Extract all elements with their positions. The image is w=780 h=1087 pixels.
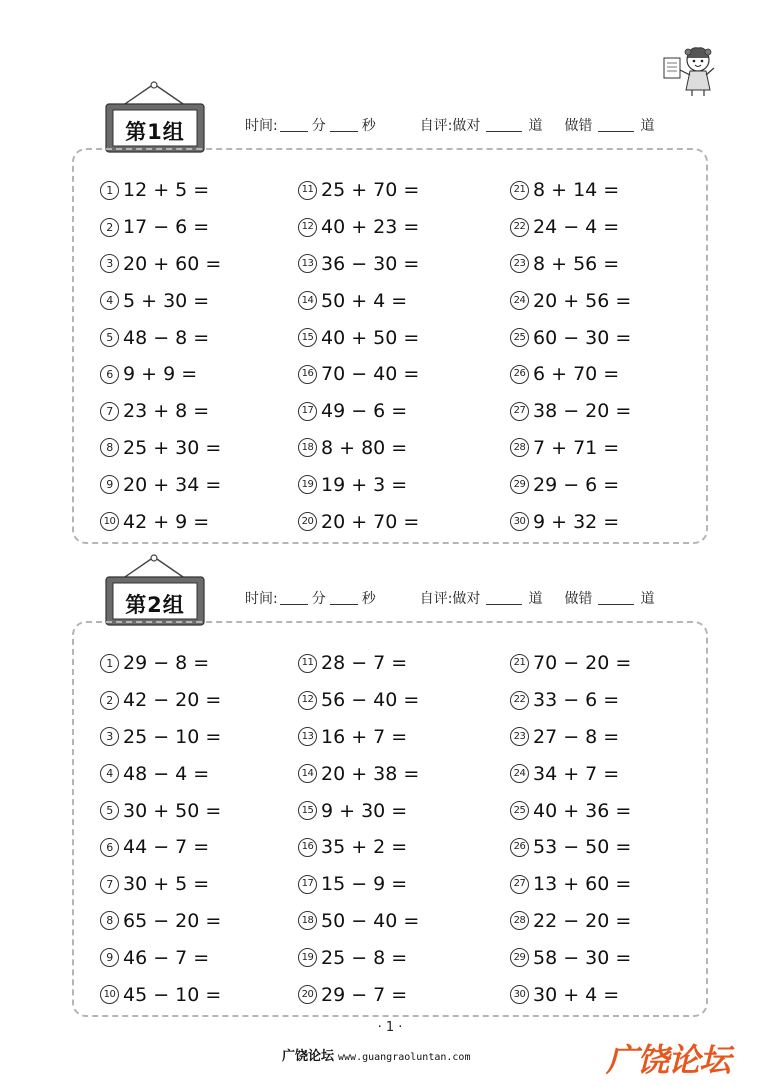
problem-expression: 35 + 2 = xyxy=(321,836,408,859)
problem-expression: 29 − 7 = xyxy=(321,983,408,1006)
problem-expression: 60 − 30 = xyxy=(533,326,632,349)
second-blank xyxy=(330,118,358,132)
problem-number: 30 xyxy=(510,512,529,531)
problem-number: 29 xyxy=(510,948,529,967)
problem-expression: 70 − 40 = xyxy=(321,363,420,386)
problem-item xyxy=(100,719,300,756)
problem-expression: 45 − 10 = xyxy=(123,983,222,1006)
problem-item xyxy=(298,903,498,940)
problem-item xyxy=(100,645,300,682)
problem-expression: 13 + 60 = xyxy=(533,873,632,896)
problem-number: 19 xyxy=(298,948,317,967)
problem-item xyxy=(510,755,710,792)
problem-expression: 30 + 4 = xyxy=(533,983,620,1006)
problem-expression: 49 − 6 = xyxy=(321,400,408,423)
second-label: 秒 xyxy=(361,118,376,134)
problem-item xyxy=(100,939,300,976)
problem-number: 17 xyxy=(298,402,317,421)
problem-number: 23 xyxy=(510,254,529,273)
girl-with-paper-icon xyxy=(660,40,730,98)
problem-number: 18 xyxy=(298,911,317,930)
problem-expression: 23 + 8 = xyxy=(123,400,210,423)
problem-expression: 29 − 6 = xyxy=(533,473,620,496)
problem-number: 13 xyxy=(298,254,317,273)
problem-item xyxy=(298,430,498,467)
problem-expression: 40 + 50 = xyxy=(321,326,420,349)
problem-expression: 9 + 30 = xyxy=(321,799,408,822)
problem-number: 23 xyxy=(510,727,529,746)
problem-number: 20 xyxy=(298,985,317,1004)
problem-item xyxy=(298,829,498,866)
problem-column xyxy=(100,172,300,540)
problem-number: 11 xyxy=(298,654,317,673)
problem-item xyxy=(298,792,498,829)
problem-number: 3 xyxy=(100,727,119,746)
problem-number: 2 xyxy=(100,218,119,237)
problem-expression: 7 + 71 = xyxy=(533,436,620,459)
problem-item xyxy=(510,209,710,246)
problem-number: 7 xyxy=(100,402,119,421)
problem-expression: 25 − 10 = xyxy=(123,725,222,748)
problem-item xyxy=(510,503,710,540)
problem-number: 16 xyxy=(298,838,317,857)
problem-number: 22 xyxy=(510,691,529,710)
problem-item xyxy=(100,866,300,903)
problem-expression: 5 + 30 = xyxy=(123,289,210,312)
problem-expression: 30 + 5 = xyxy=(123,873,210,896)
problem-item xyxy=(298,939,498,976)
problem-number: 5 xyxy=(100,801,119,820)
problem-item xyxy=(510,976,710,1013)
problem-number: 3 xyxy=(100,254,119,273)
problem-item xyxy=(510,430,710,467)
problem-expression: 22 − 20 = xyxy=(533,909,632,932)
problem-number: 25 xyxy=(510,801,529,820)
wrong-blank xyxy=(598,118,634,132)
problem-number: 27 xyxy=(510,402,529,421)
group-title: 第1组 xyxy=(125,120,185,144)
problem-column xyxy=(298,172,498,540)
minute-label: 分 xyxy=(311,591,326,607)
correct-blank xyxy=(486,118,522,132)
problem-item xyxy=(100,393,300,430)
watermark-text: 广饶论坛 xyxy=(606,1041,731,1079)
problem-item xyxy=(100,466,300,503)
problem-number: 8 xyxy=(100,911,119,930)
page-number: · 1 · xyxy=(377,1020,403,1035)
problem-expression: 8 + 56 = xyxy=(533,252,620,275)
problem-expression: 8 + 80 = xyxy=(321,436,408,459)
group-meta xyxy=(245,588,654,608)
problem-expression: 19 + 3 = xyxy=(321,473,408,496)
problem-expression: 12 + 5 = xyxy=(123,179,210,202)
problem-expression: 36 − 30 = xyxy=(321,252,420,275)
problem-expression: 50 − 40 = xyxy=(321,909,420,932)
problem-item xyxy=(298,246,498,283)
dao-label: 道 xyxy=(640,118,655,134)
problem-item xyxy=(298,356,498,393)
problem-number: 24 xyxy=(510,764,529,783)
problem-number: 28 xyxy=(510,438,529,457)
problem-number: 24 xyxy=(510,291,529,310)
problem-expression: 8 + 14 = xyxy=(533,179,620,202)
problem-item xyxy=(510,903,710,940)
problem-item xyxy=(298,866,498,903)
problem-expression: 25 + 30 = xyxy=(123,436,222,459)
problem-item xyxy=(298,393,498,430)
problem-number: 28 xyxy=(510,911,529,930)
problem-item xyxy=(510,393,710,430)
problem-number: 14 xyxy=(298,764,317,783)
problem-grid xyxy=(100,172,660,533)
dao-label: 道 xyxy=(640,591,655,607)
group-meta xyxy=(245,115,654,135)
problem-expression: 9 + 9 = xyxy=(123,363,198,386)
problem-number: 8 xyxy=(100,438,119,457)
correct-blank xyxy=(486,591,522,605)
problem-item xyxy=(298,719,498,756)
problem-item xyxy=(298,282,498,319)
problem-item xyxy=(510,282,710,319)
problem-item xyxy=(100,356,300,393)
problem-number: 4 xyxy=(100,764,119,783)
problem-number: 14 xyxy=(298,291,317,310)
problem-item xyxy=(510,645,710,682)
problem-column xyxy=(510,172,710,540)
problem-expression: 58 − 30 = xyxy=(533,946,632,969)
problem-number: 15 xyxy=(298,328,317,347)
wrong-label: 做错 xyxy=(564,591,593,607)
problem-expression: 6 + 70 = xyxy=(533,363,620,386)
problem-number: 20 xyxy=(298,512,317,531)
problem-number: 21 xyxy=(510,181,529,200)
problem-item xyxy=(510,866,710,903)
wrong-label: 做错 xyxy=(564,118,593,134)
problem-item xyxy=(100,246,300,283)
second-label: 秒 xyxy=(361,591,376,607)
problem-expression: 38 − 20 = xyxy=(533,400,632,423)
problem-expression: 42 − 20 = xyxy=(123,689,222,712)
problem-number: 11 xyxy=(298,181,317,200)
problem-number: 27 xyxy=(510,875,529,894)
problem-number: 1 xyxy=(100,181,119,200)
footer-site xyxy=(282,1045,470,1064)
problem-item xyxy=(298,755,498,792)
self-eval-label: 自评:做对 xyxy=(419,591,481,607)
dao-label: 道 xyxy=(528,591,543,607)
problem-item xyxy=(510,719,710,756)
problem-number: 5 xyxy=(100,328,119,347)
dao-label: 道 xyxy=(528,118,543,134)
problem-number: 12 xyxy=(298,218,317,237)
problem-number: 18 xyxy=(298,438,317,457)
problem-expression: 9 + 32 = xyxy=(533,510,620,533)
problem-item xyxy=(510,172,710,209)
problem-item xyxy=(298,209,498,246)
problem-expression: 65 − 20 = xyxy=(123,909,222,932)
problem-grid xyxy=(100,645,660,1006)
problem-number: 10 xyxy=(100,985,119,1004)
problem-item xyxy=(100,829,300,866)
problem-number: 9 xyxy=(100,948,119,967)
problem-expression: 56 − 40 = xyxy=(321,689,420,712)
problem-number: 12 xyxy=(298,691,317,710)
minute-blank xyxy=(280,118,308,132)
problem-number: 6 xyxy=(100,365,119,384)
problem-expression: 40 + 36 = xyxy=(533,799,632,822)
wrong-blank xyxy=(598,591,634,605)
problem-number: 22 xyxy=(510,218,529,237)
problem-number: 10 xyxy=(100,512,119,531)
problem-expression: 40 + 23 = xyxy=(321,216,420,239)
problem-expression: 27 − 8 = xyxy=(533,725,620,748)
problem-item xyxy=(298,682,498,719)
problem-item xyxy=(298,319,498,356)
problem-expression: 20 + 38 = xyxy=(321,762,420,785)
problem-expression: 17 − 6 = xyxy=(123,216,210,239)
problem-expression: 70 − 20 = xyxy=(533,652,632,675)
problem-number: 4 xyxy=(100,291,119,310)
problem-item xyxy=(510,466,710,503)
problem-number: 15 xyxy=(298,801,317,820)
problem-item xyxy=(510,682,710,719)
problem-item xyxy=(100,209,300,246)
problem-item xyxy=(510,319,710,356)
problem-expression: 15 − 9 = xyxy=(321,873,408,896)
problem-expression: 48 − 8 = xyxy=(123,326,210,349)
problem-expression: 20 + 60 = xyxy=(123,252,222,275)
problem-item xyxy=(100,503,300,540)
problem-item xyxy=(510,356,710,393)
problem-number: 21 xyxy=(510,654,529,673)
problem-item xyxy=(100,682,300,719)
problem-expression: 46 − 7 = xyxy=(123,946,210,969)
self-eval-label: 自评:做对 xyxy=(419,118,481,134)
problem-column xyxy=(100,645,300,1013)
problem-expression: 42 + 9 = xyxy=(123,510,210,533)
problem-item xyxy=(100,319,300,356)
problem-number: 2 xyxy=(100,691,119,710)
problem-number: 16 xyxy=(298,365,317,384)
problem-number: 26 xyxy=(510,365,529,384)
problem-expression: 20 + 34 = xyxy=(123,473,222,496)
group-title: 第2组 xyxy=(125,593,185,617)
problem-column xyxy=(298,645,498,1013)
problem-number: 6 xyxy=(100,838,119,857)
watermark-logo xyxy=(606,1036,730,1080)
problem-expression: 25 − 8 = xyxy=(321,946,408,969)
second-blank xyxy=(330,591,358,605)
problem-expression: 33 − 6 = xyxy=(533,689,620,712)
problem-item xyxy=(510,939,710,976)
problem-item xyxy=(100,430,300,467)
problem-number: 30 xyxy=(510,985,529,1004)
problem-item xyxy=(298,466,498,503)
problem-number: 17 xyxy=(298,875,317,894)
problem-expression: 29 − 8 = xyxy=(123,652,210,675)
problem-number: 1 xyxy=(100,654,119,673)
problem-number: 13 xyxy=(298,727,317,746)
time-label: 时间: xyxy=(245,118,278,134)
problem-number: 19 xyxy=(298,475,317,494)
problem-number: 26 xyxy=(510,838,529,857)
problem-expression: 44 − 7 = xyxy=(123,836,210,859)
problem-number: 9 xyxy=(100,475,119,494)
problem-expression: 16 + 7 = xyxy=(321,725,408,748)
footer-brand: 广饶论坛 xyxy=(282,1049,335,1064)
problem-item xyxy=(510,829,710,866)
problem-number: 25 xyxy=(510,328,529,347)
problem-column xyxy=(510,645,710,1013)
minute-label: 分 xyxy=(311,118,326,134)
problem-expression: 24 − 4 = xyxy=(533,216,620,239)
problem-number: 29 xyxy=(510,475,529,494)
problem-expression: 34 + 7 = xyxy=(533,762,620,785)
problem-expression: 25 + 70 = xyxy=(321,179,420,202)
minute-blank xyxy=(280,591,308,605)
problem-expression: 50 + 4 = xyxy=(321,289,408,312)
problem-item xyxy=(298,503,498,540)
footer-url[interactable]: www.guangraoluntan.com xyxy=(338,1052,471,1063)
problem-item xyxy=(298,172,498,209)
problem-expression: 48 − 4 = xyxy=(123,762,210,785)
problem-item xyxy=(100,755,300,792)
problem-item xyxy=(100,976,300,1013)
time-label: 时间: xyxy=(245,591,278,607)
problem-item xyxy=(100,792,300,829)
problem-item xyxy=(298,645,498,682)
problem-expression: 20 + 70 = xyxy=(321,510,420,533)
problem-item xyxy=(100,172,300,209)
problem-expression: 28 − 7 = xyxy=(321,652,408,675)
problem-expression: 20 + 56 = xyxy=(533,289,632,312)
problem-number: 7 xyxy=(100,875,119,894)
problem-expression: 30 + 50 = xyxy=(123,799,222,822)
problem-item xyxy=(100,903,300,940)
problem-item xyxy=(510,246,710,283)
problem-item xyxy=(100,282,300,319)
problem-item xyxy=(298,976,498,1013)
problem-item xyxy=(510,792,710,829)
problem-expression: 53 − 50 = xyxy=(533,836,632,859)
